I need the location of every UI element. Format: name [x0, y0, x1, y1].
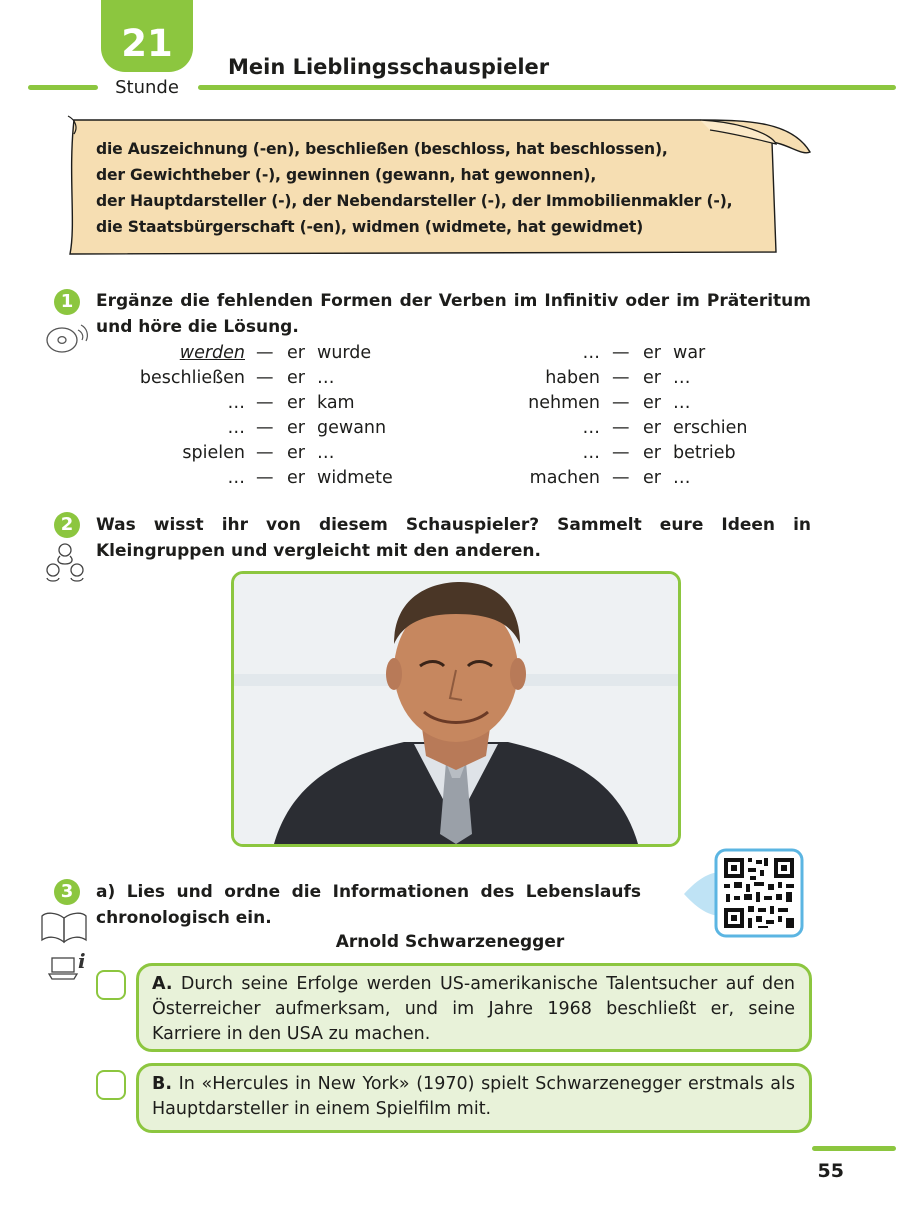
open-book-icon [40, 910, 88, 944]
vocabulary-list [96, 136, 796, 240]
past-form: war [673, 343, 706, 363]
infinitive: … [582, 418, 600, 438]
lesson-number: 21 [121, 22, 173, 65]
biography-item-b [136, 1063, 812, 1133]
dash: — [256, 443, 274, 463]
past-form: … [317, 368, 335, 388]
past-form: … [673, 368, 691, 388]
header-rule-right [198, 85, 896, 90]
infinitive: werden [179, 343, 245, 363]
past-form: erschien [673, 418, 748, 438]
group-work-icon [42, 540, 88, 584]
biography-subtitle: Arnold Schwarzenegger [335, 932, 565, 952]
infinitive: … [227, 468, 245, 488]
qr-code-icon[interactable] [684, 848, 810, 940]
pronoun: er [287, 418, 305, 438]
verb-table-right [0, 341, 924, 491]
infinitive: … [582, 343, 600, 363]
info-laptop-icon [48, 948, 90, 982]
infinitive: … [227, 393, 245, 413]
dash: — [612, 418, 630, 438]
vocabulary-line: die Staatsbürgerschaft (-en), widmen (widmete, hat gewidmet) [96, 218, 644, 236]
svg-text:i: i [78, 949, 86, 973]
vocabulary-line: die Auszeichnung (-en), beschließen (beschloss, hat beschlossen), [96, 140, 668, 158]
pronoun: er [287, 368, 305, 388]
order-checkbox-b[interactable] [96, 1070, 126, 1100]
actor-photo [231, 571, 681, 847]
dash: — [256, 343, 274, 363]
past-form: widmete [317, 468, 393, 488]
exercise-number: 2 [54, 512, 80, 538]
exercise-instruction: a) Lies und ordne die Informationen des Lebenslaufs chronologisch ein. [96, 882, 641, 928]
vocabulary-line: der Hauptdarsteller (-), der Nebendarsteller (-), der Immobilienmakler (-), [96, 192, 733, 210]
past-form: … [673, 393, 691, 413]
infinitive: beschließen [139, 368, 245, 388]
past-form: … [673, 468, 691, 488]
dash: — [612, 368, 630, 388]
pronoun: er [287, 468, 305, 488]
page-title: Mein Lieblingsschauspieler [228, 55, 550, 79]
lesson-label: Stunde [115, 77, 179, 98]
past-form: kam [317, 393, 355, 413]
item-text: Durch seine Erfolge werden US-amerikanische Talentsucher auf den Österreicher aufmerksam, und im Jahre 1968 beschließt er, seine Karriere in den USA zu machen. [152, 974, 795, 1044]
item-text: In «Hercules in New York» (1970) spielt Schwarzenegger erstmals als Hauptdarsteller in einem Spielfilm mit. [152, 1074, 795, 1119]
verb-row [0, 441, 924, 466]
infinitive: spielen [182, 443, 245, 463]
dash: — [612, 393, 630, 413]
verb-row [0, 341, 924, 366]
header-rule-left [28, 85, 98, 90]
dash: — [256, 393, 274, 413]
exercise-instruction: Ergänze die fehlenden Formen der Verben im Infinitiv oder im Präteritum und höre die Lösung. [96, 291, 811, 337]
actor-portrait-illustration [234, 574, 678, 844]
pronoun: er [643, 393, 661, 413]
infinitive: haben [545, 368, 600, 388]
dash: — [612, 343, 630, 363]
exercise-number: 1 [54, 289, 80, 315]
infinitive: … [582, 443, 600, 463]
past-form: … [317, 443, 335, 463]
pronoun: er [643, 368, 661, 388]
dash: — [256, 418, 274, 438]
dash: — [256, 368, 274, 388]
infinitive: machen [529, 468, 600, 488]
biography-item-a [136, 963, 812, 1052]
exercise-number: 3 [54, 879, 80, 905]
pronoun: er [643, 468, 661, 488]
past-form: gewann [317, 418, 387, 438]
footer-rule [812, 1146, 896, 1151]
item-letter: B. [152, 1074, 172, 1094]
page-number: 55 [817, 1160, 844, 1182]
item-letter: A. [152, 974, 173, 994]
verb-row [0, 391, 924, 416]
past-form: wurde [317, 343, 372, 363]
verb-row [0, 366, 924, 391]
pronoun: er [643, 443, 661, 463]
vocabulary-line: der Gewichtheber (-), gewinnen (gewann, hat gewonnen), [96, 166, 597, 184]
order-checkbox-a[interactable] [96, 970, 126, 1000]
exercise-instruction: Was wisst ihr von diesem Schauspieler? Sammelt eure Ideen in Kleingruppen und vergleicht mit den anderen. [96, 515, 811, 561]
dash: — [612, 443, 630, 463]
pronoun: er [643, 343, 661, 363]
pronoun: er [287, 393, 305, 413]
dash: — [612, 468, 630, 488]
pronoun: er [287, 343, 305, 363]
pronoun: er [287, 443, 305, 463]
verb-row [0, 466, 924, 491]
dash: — [256, 468, 274, 488]
past-form: betrieb [673, 443, 736, 463]
verb-row [0, 416, 924, 441]
pronoun: er [643, 418, 661, 438]
infinitive: nehmen [528, 393, 600, 413]
infinitive: … [227, 418, 245, 438]
